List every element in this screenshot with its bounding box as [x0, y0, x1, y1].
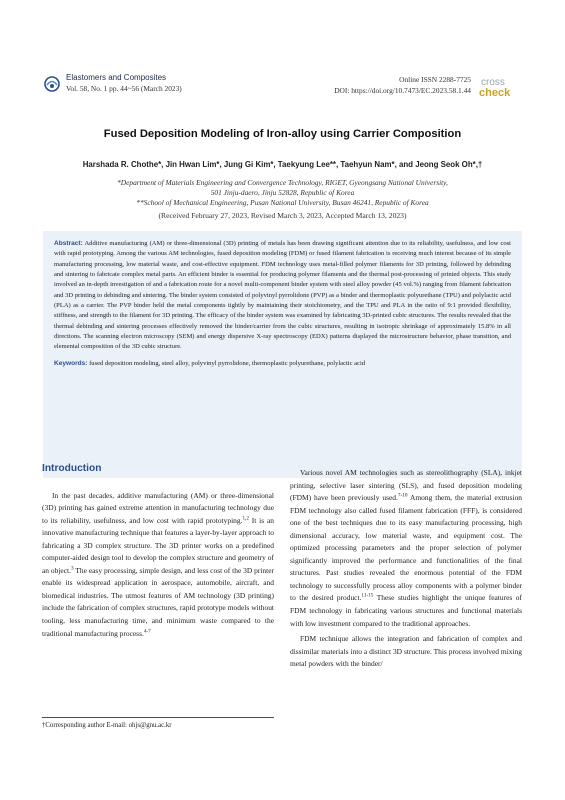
intro-text-4c: These studies highlight the unique features of FDM technology in fabricating various structures and functional materials with low investment compared to the traditional approaches. — [290, 593, 522, 628]
journal-name: Elastomers and Composites — [66, 73, 167, 82]
citation[interactable]: 7-10 — [397, 492, 408, 499]
intro-text-1: In the past decades, additive manufacturing (AM) or three-dimensional (3D) printing has gained extreme attention in manufacturing technology due to its reliability, usefulness, and low cost with rapid prototyping. — [42, 490, 274, 525]
crossref-check-badge[interactable] — [477, 74, 523, 100]
section-heading-introduction: Introduction — [42, 463, 102, 474]
keywords-label: Keywords: — [54, 359, 88, 367]
issn: Online ISSN 2288-7725 — [399, 75, 471, 84]
journal-logo-icon — [44, 76, 60, 92]
authors: Harshada R. Chothe*, Jin Hwan Lim*, Jung Gi Kim*, Taekyung Lee**, Taehyun Nam*, and Jeong Seok Oh*,† — [82, 160, 483, 169]
received-dates: (Received February 27, 2023, Revised March 3, 2023, Accepted March 13, 2023) — [158, 211, 407, 220]
intro-text-4b: Among them, the material extrusion FDM technology also called fused filament fabrication (FFF), is considered one of the best techniques due to its easy manufacturing processing, high dimensional accuracy, low material waste, and equipment cost. The optimized processing parameters and the proper selection of polymer significantly improved the performance and functionalities of the final structures. Past studies revealed the enormous potential of the FDM technology to successfully process alloy components with a polymer binder to the desired product. — [290, 493, 523, 603]
citation[interactable]: 3 — [70, 565, 74, 572]
keywords-line — [54, 359, 511, 369]
corresponding-author-footnote: †Corresponding author E-mail: ohjs@gnu.ac.kr — [42, 722, 172, 729]
intro-paragraph-2 — [290, 467, 522, 630]
abstract-paragraph — [54, 239, 511, 353]
crossref-top-text: cross — [481, 77, 505, 88]
crossref-bottom-text: check — [479, 87, 511, 99]
footnote-divider — [42, 717, 274, 718]
journal-volume: Vol. 58, No. 1 pp. 44~56 (March 2023) — [66, 84, 182, 93]
affiliation-1: *Department of Materials Engineering and Convergence Technology, RIGET, Gyeongsang National University, — [117, 178, 448, 187]
citation[interactable]: 4-7 — [143, 628, 151, 635]
paper-title: Fused Deposition Modeling of Iron-alloy using Carrier Composition — [103, 128, 462, 140]
citation[interactable]: 11-15 — [361, 592, 374, 599]
intro-text-3: The easy processing, simple design, and less cost of the 3D printer enable its widespread application in aerospace, automobile, aircraft, and biomedical industries. The utmost features of AM technology (3D printing) include the fabrication of complex structures, rapid prototype models without tooling, less manufacturing time, and minimum waste compared to the traditional manufacturing process. — [42, 565, 274, 638]
intro-paragraph-3: FDM technique allows the integration and fabrication of complex and dissimilar materials into a distinct 3D structure. This process involved mixing metal powders with the binder/ — [290, 634, 522, 669]
abstract-box — [43, 231, 522, 478]
abstract-text: Additive manufacturing (AM) or three-dimensional (3D) printing of metals has been drawing significant attention due to its reliability, usefulness, and low cost with rapid prototyping. Among the various AM technologies, fused deposition modeling (FDM) or fused filament fabrication is receiving much interest because of its simple manufacturing processing, low material waste, and cost-effective equipment. FDM technology uses metal-filled polymer filaments for 3D printing, followed by debinding and sintering to fabricate complex metal parts. An efficient binder is essential for producing polymer filaments and the thermal post-processing of printed objects. This study involved an in-depth investigation of and a fabrication route for a novel multi-component binder system with steel alloy powder (45 vol.%) ranging from filament fabrication and 3D printing to debinding and sintering. The binder system consisted of polyvinyl pyrrolidone (PVP) as a binder and thermoplastic polyurethane (TPU) and polylactic acid (PLA) as a carrier. The PVP binder held the metal components tightly by maintaining their stoichiometry, and the TPU and PLA in the ratio of 9:1 provided flexibility, stiffness, and strength to the filament for 3D printing. The efficacy of the binder system was examined by fabricating 3D-printed cubic structures. The results revealed that the thermal debinding and sintering processes effectively removed the binder/carrier from the cubic structures, resulting in isotropic shrinkage of approximately 15.8% in all directions. The scanning electron microscopy (SEM) and energy dispersive X-ray spectroscopy (EDX) patterns displayed the microstructure behavior, phase transition, and elemental composition of the 3D cubic structure. — [54, 240, 511, 351]
keywords-text: fused deposition modeling, steel alloy, polyvinyl pyrrolidone, thermoplastic polyurethane, polylactic acid — [89, 359, 366, 367]
affiliation-2: **School of Mechanical Engineering, Pusan National University, Busan 46241, Republic of Korea — [136, 198, 429, 207]
crossref-icon — [477, 74, 523, 100]
right-column — [290, 467, 522, 671]
citation[interactable]: 1,2 — [242, 515, 249, 522]
abstract-label: Abstract: — [54, 240, 83, 247]
left-column — [42, 463, 274, 640]
issn-doi-block — [300, 75, 471, 96]
intro-text-2: It is an innovative manufacturing technique that features a layer-by-layer approach to fabricating a 3D complex structure. The 3D printer works on a predefined computer-aided design tool to develop the complex structure and geometry of an object. — [42, 515, 274, 575]
intro-text-4a: Various novel AM technologies such as stereolithography (SLA), inkjet printing, selective laser sintering (SLS), and fused deposition modeling (FDM) have been previously used. — [290, 468, 522, 503]
affiliation-1-address: 501 Jinju-daero, Jinju 52828, Republic of Korea — [210, 188, 355, 197]
intro-paragraph-1 — [42, 490, 274, 641]
doi-link[interactable]: DOI: https://doi.org/10.7473/EC.2023.58.1.44 — [334, 85, 471, 95]
